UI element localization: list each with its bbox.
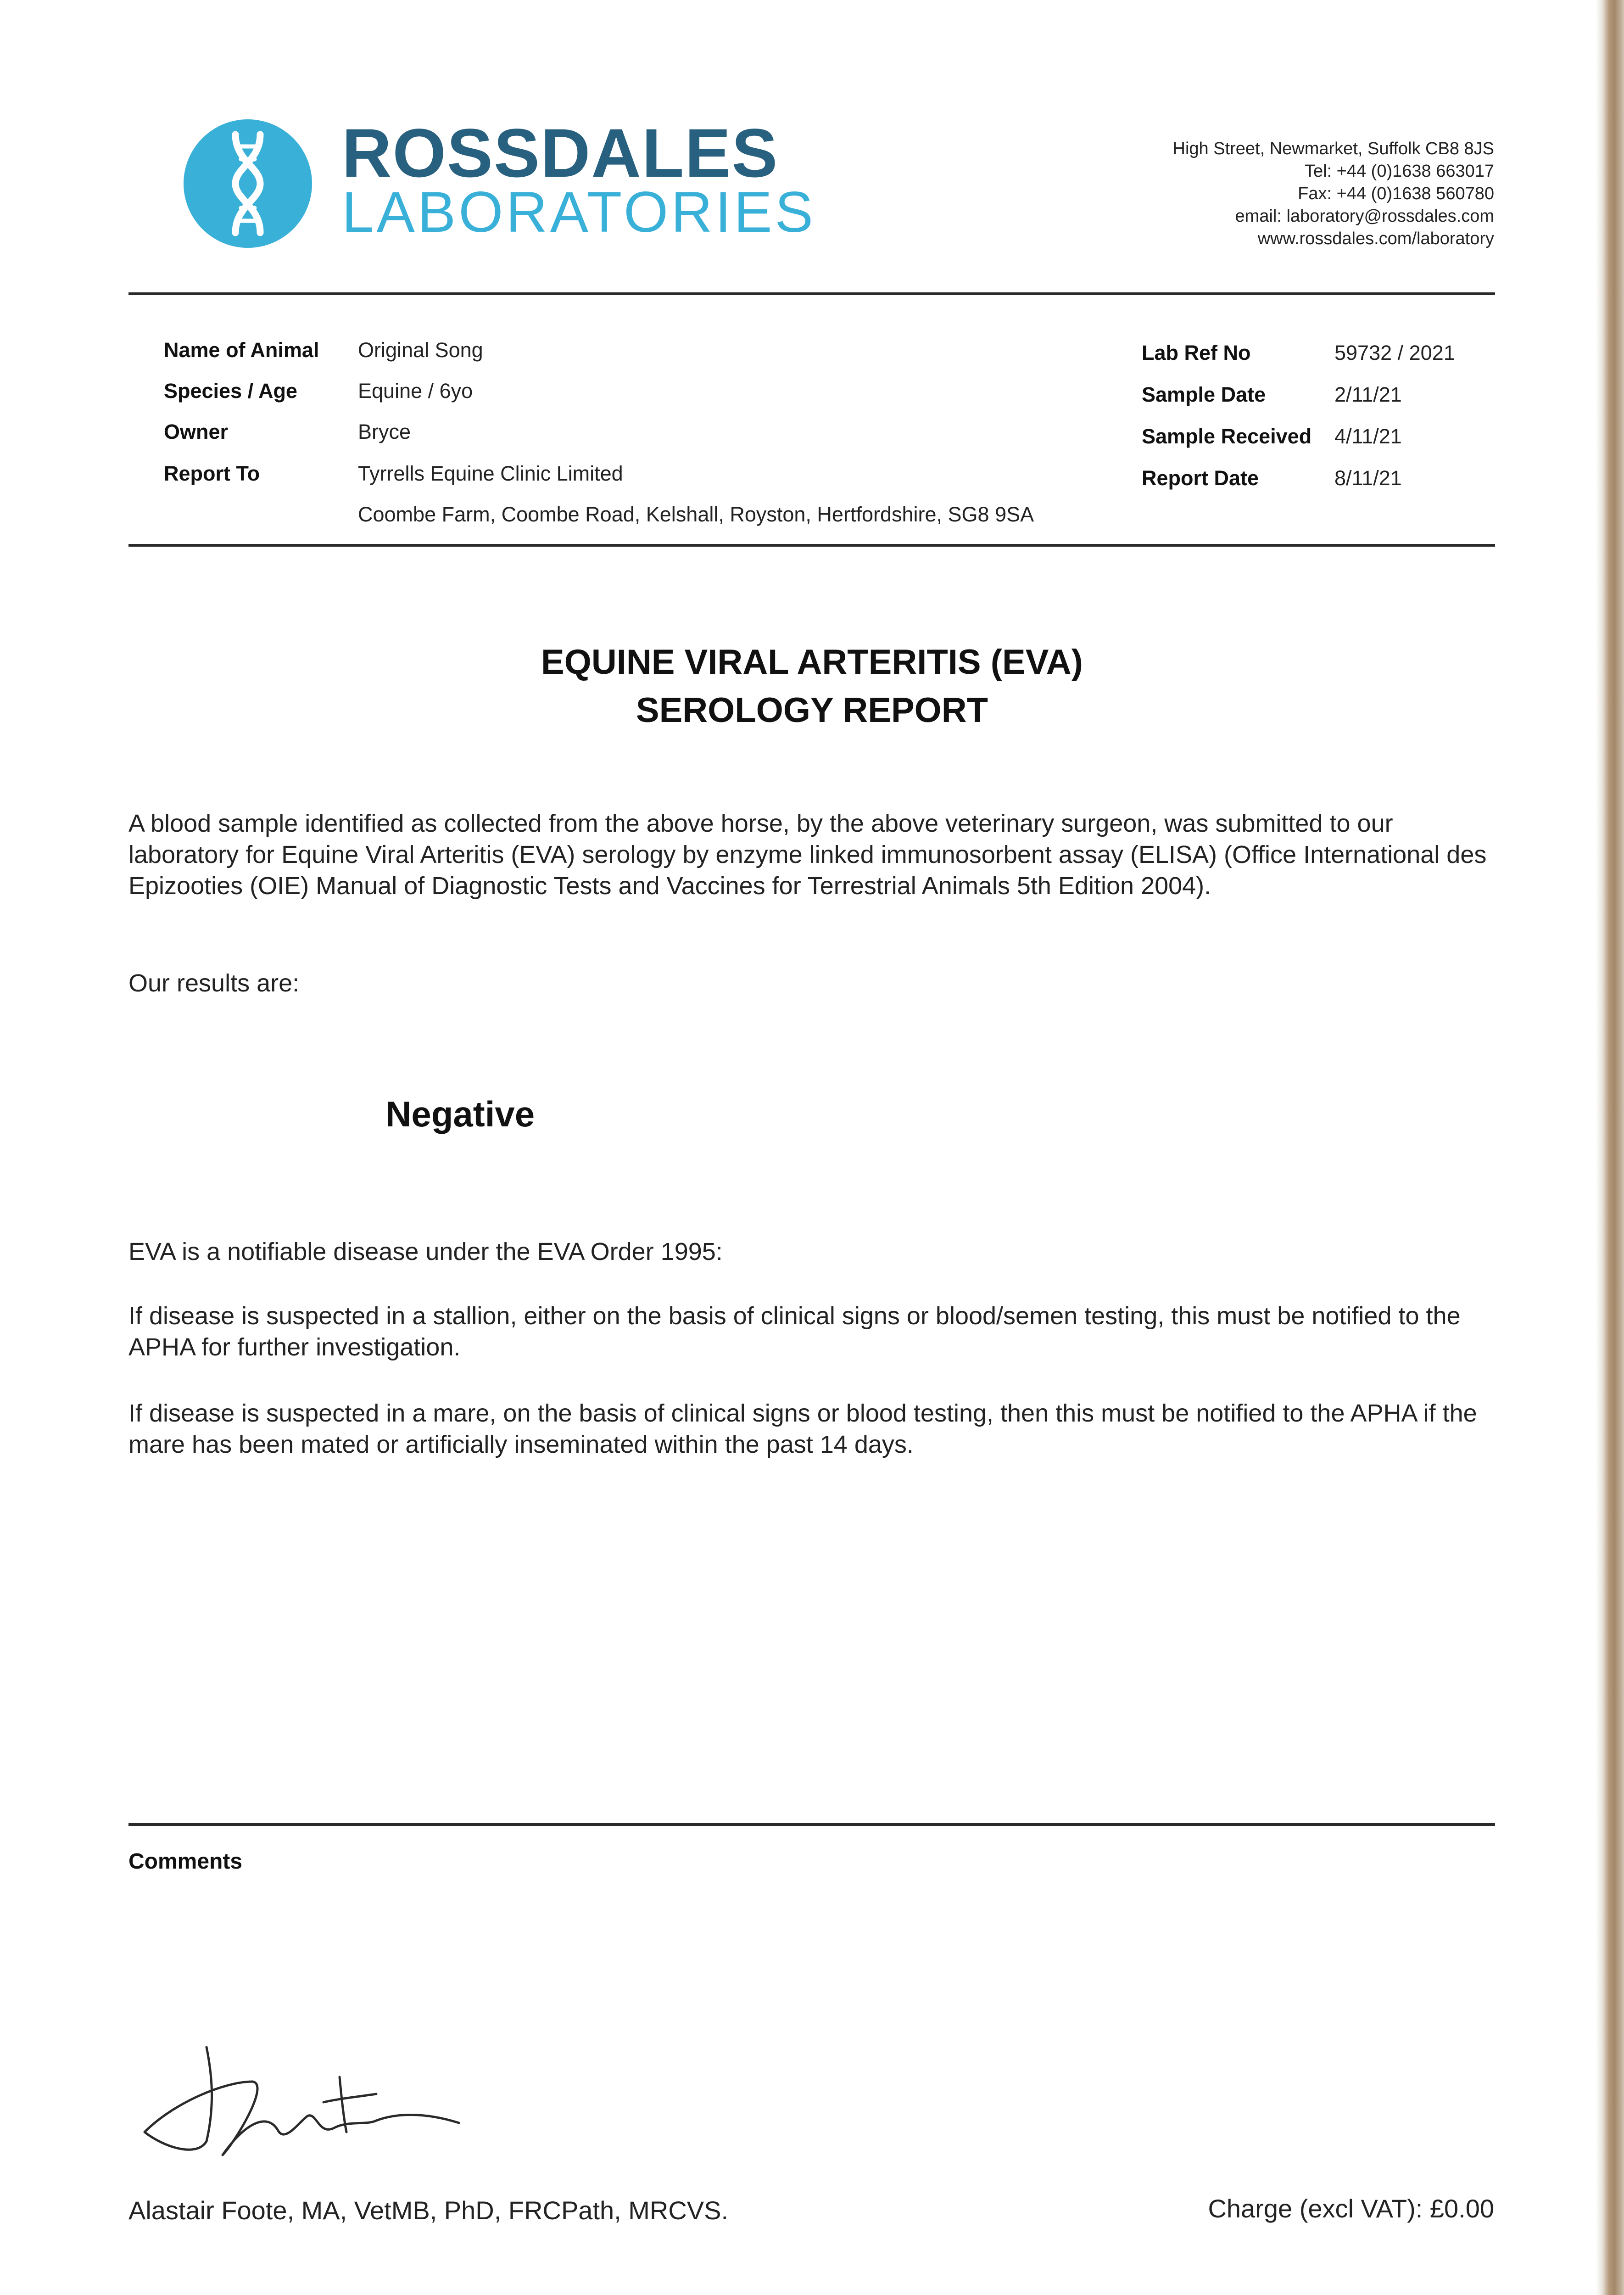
header-rule [128, 292, 1495, 295]
charge-amount: Charge (excl VAT): £0.00 [1208, 2194, 1494, 2223]
comments-label: Comments [128, 1849, 243, 1874]
dna-helix-icon [181, 117, 314, 250]
signer-name: Alastair Foote, MA, VetMB, PhD, FRCPath, MRCVS. [128, 2196, 729, 2225]
value-report-to: Tyrrells Equine Clinic Limited [358, 462, 623, 485]
mare-note: If disease is suspected in a mare, on the basis of clinical signs or blood testing, then this must be notified to the APHA if the mare has been mated or artificially inseminated within the past 14 days. [128, 1399, 1477, 1458]
label-report-to: Report To [164, 462, 260, 485]
comments-rule [128, 1823, 1495, 1826]
lab-website: www.rossdales.com/laboratory [1257, 229, 1494, 248]
details-rule [128, 544, 1495, 547]
label-owner: Owner [164, 420, 229, 443]
value-name-of-animal: Original Song [358, 338, 483, 362]
value-lab-ref-no: 59732 / 2021 [1334, 341, 1455, 364]
notifiable-statement: EVA is a notifiable disease under the EVA Order 1995: [128, 1238, 723, 1265]
value-species-age: Equine / 6yo [358, 379, 473, 403]
lab-name-line2: LABORATORIES [342, 180, 816, 244]
report-title-line1: EQUINE VIRAL ARTERITIS (EVA) [541, 643, 1083, 682]
lab-address: High Street, Newmarket, Suffolk CB8 8JS [1172, 139, 1494, 158]
value-report-to-address: Coombe Farm, Coombe Road, Kelshall, Royston, Hertfordshire, SG8 9SA [358, 503, 1034, 526]
result-value: Negative [385, 1094, 535, 1134]
label-sample-received: Sample Received [1142, 425, 1312, 448]
value-sample-date: 2/11/21 [1334, 383, 1402, 406]
lab-email: email: laboratory@rossdales.com [1235, 207, 1494, 226]
intro-paragraph: A blood sample identified as collected from the above horse, by the above veterinary surgeon, was submitted to our laboratory for Equine Viral Arteritis (EVA) serology by enzyme linked immunosorbent assay (ELISA) (Office International des Epizooties (OIE) Manual of Diagnostic Tests and Vaccines for Terrestrial Animals 5th Edition 2004). [128, 810, 1487, 900]
value-sample-received: 4/11/21 [1334, 425, 1402, 448]
label-lab-ref-no: Lab Ref No [1142, 341, 1251, 364]
lab-name-line1: ROSSDALES [342, 114, 779, 191]
lab-fax: Fax: +44 (0)1638 560780 [1298, 184, 1494, 203]
page-edge-shadow [1596, 0, 1624, 2295]
label-report-date: Report Date [1142, 466, 1259, 490]
value-report-date: 8/11/21 [1334, 466, 1402, 490]
lab-tel: Tel: +44 (0)1638 663017 [1304, 162, 1494, 181]
label-sample-date: Sample Date [1142, 383, 1266, 406]
signature-image [138, 2038, 486, 2166]
lab-contact-block [1173, 138, 1494, 250]
stallion-note: If disease is suspected in a stallion, either on the basis of clinical signs or blood/semen testing, this must be notified to the APHA for further investigation. [128, 1302, 1461, 1361]
value-owner: Bryce [358, 420, 411, 443]
label-species-age: Species / Age [164, 379, 297, 403]
label-name-of-animal: Name of Animal [164, 338, 319, 362]
report-title-line2: SEROLOGY REPORT [636, 691, 988, 730]
results-intro: Our results are: [128, 969, 300, 997]
